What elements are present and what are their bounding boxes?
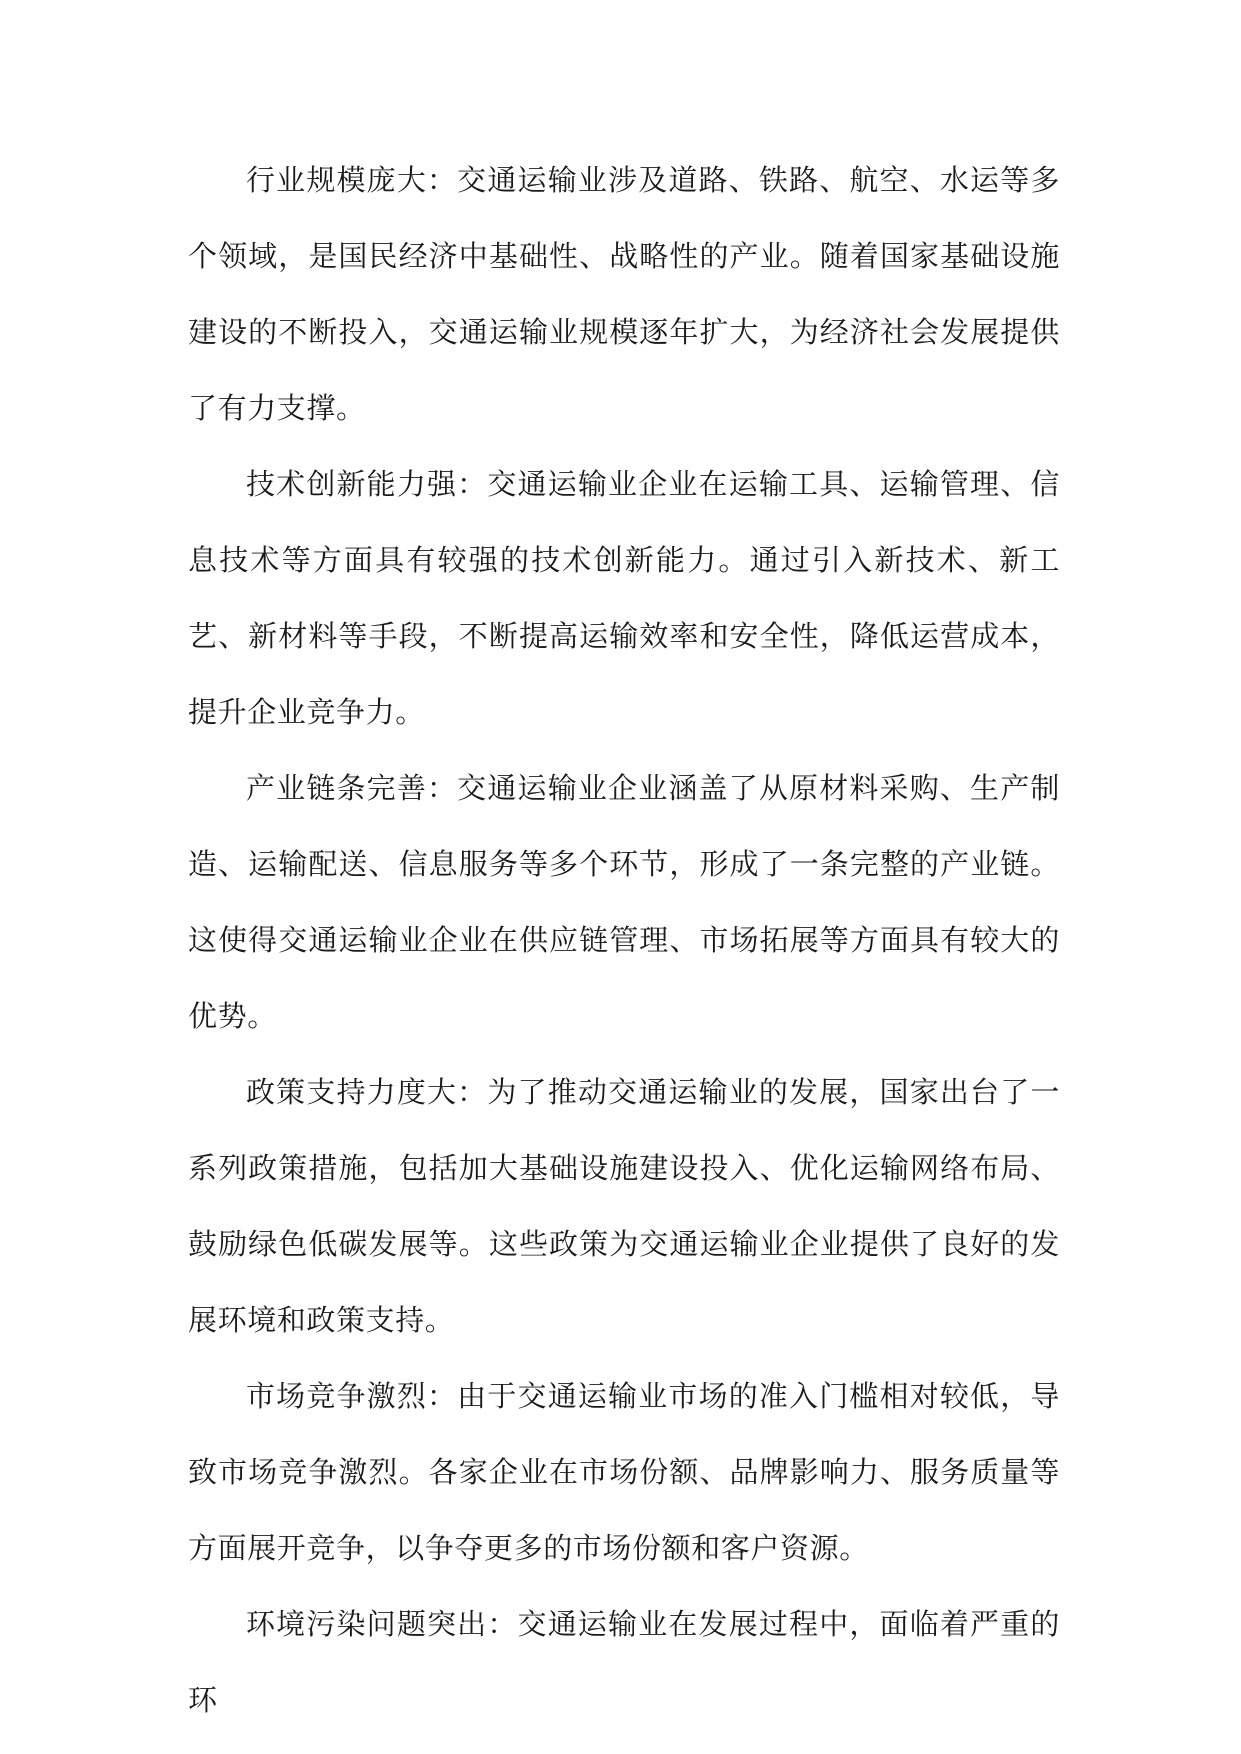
paragraph-industry-chain: 产业链条完善：交通运输业企业涵盖了从原材料采购、生产制造、运输配送、信息服务等多个环节，形成了一条完整的产业链。这使得交通运输业企业在供应链管理、市场拓展等方面具有较大的优势。 bbox=[188, 771, 1060, 1033]
paragraph-tech-innovation: 技术创新能力强：交通运输业企业在运输工具、运输管理、信息技术等方面具有较强的技术创新能力。通过引入新技术、新工艺、新材料等手段，不断提高运输效率和安全性，降低运营成本，提升企业竞争力。 bbox=[188, 467, 1060, 729]
paragraph-policy-support: 政策支持力度大：为了推动交通运输业的发展，国家出台了一系列政策措施，包括加大基础设施建设投入、优化运输网络布局、鼓励绿色低碳发展等。这些政策为交通运输业企业提供了良好的发展环境和政策支持。 bbox=[188, 1075, 1060, 1337]
body-text bbox=[188, 142, 1060, 1738]
paragraph-market-competition: 市场竞争激烈：由于交通运输业市场的准入门槛相对较低，导致市场竞争激烈。各家企业在市场份额、品牌影响力、服务质量等方面展开竞争，以争夺更多的市场份额和客户资源。 bbox=[188, 1379, 1060, 1565]
paragraph-environmental-pollution: 环境污染问题突出：交通运输业在发展过程中，面临着严重的环 bbox=[188, 1607, 1060, 1717]
paragraph-industry-scale: 行业规模庞大：交通运输业涉及道路、铁路、航空、水运等多个领域，是国民经济中基础性、战略性的产业。随着国家基础设施建设的不断投入，交通运输业规模逐年扩大，为经济社会发展提供了有力支撑。 bbox=[188, 163, 1060, 425]
